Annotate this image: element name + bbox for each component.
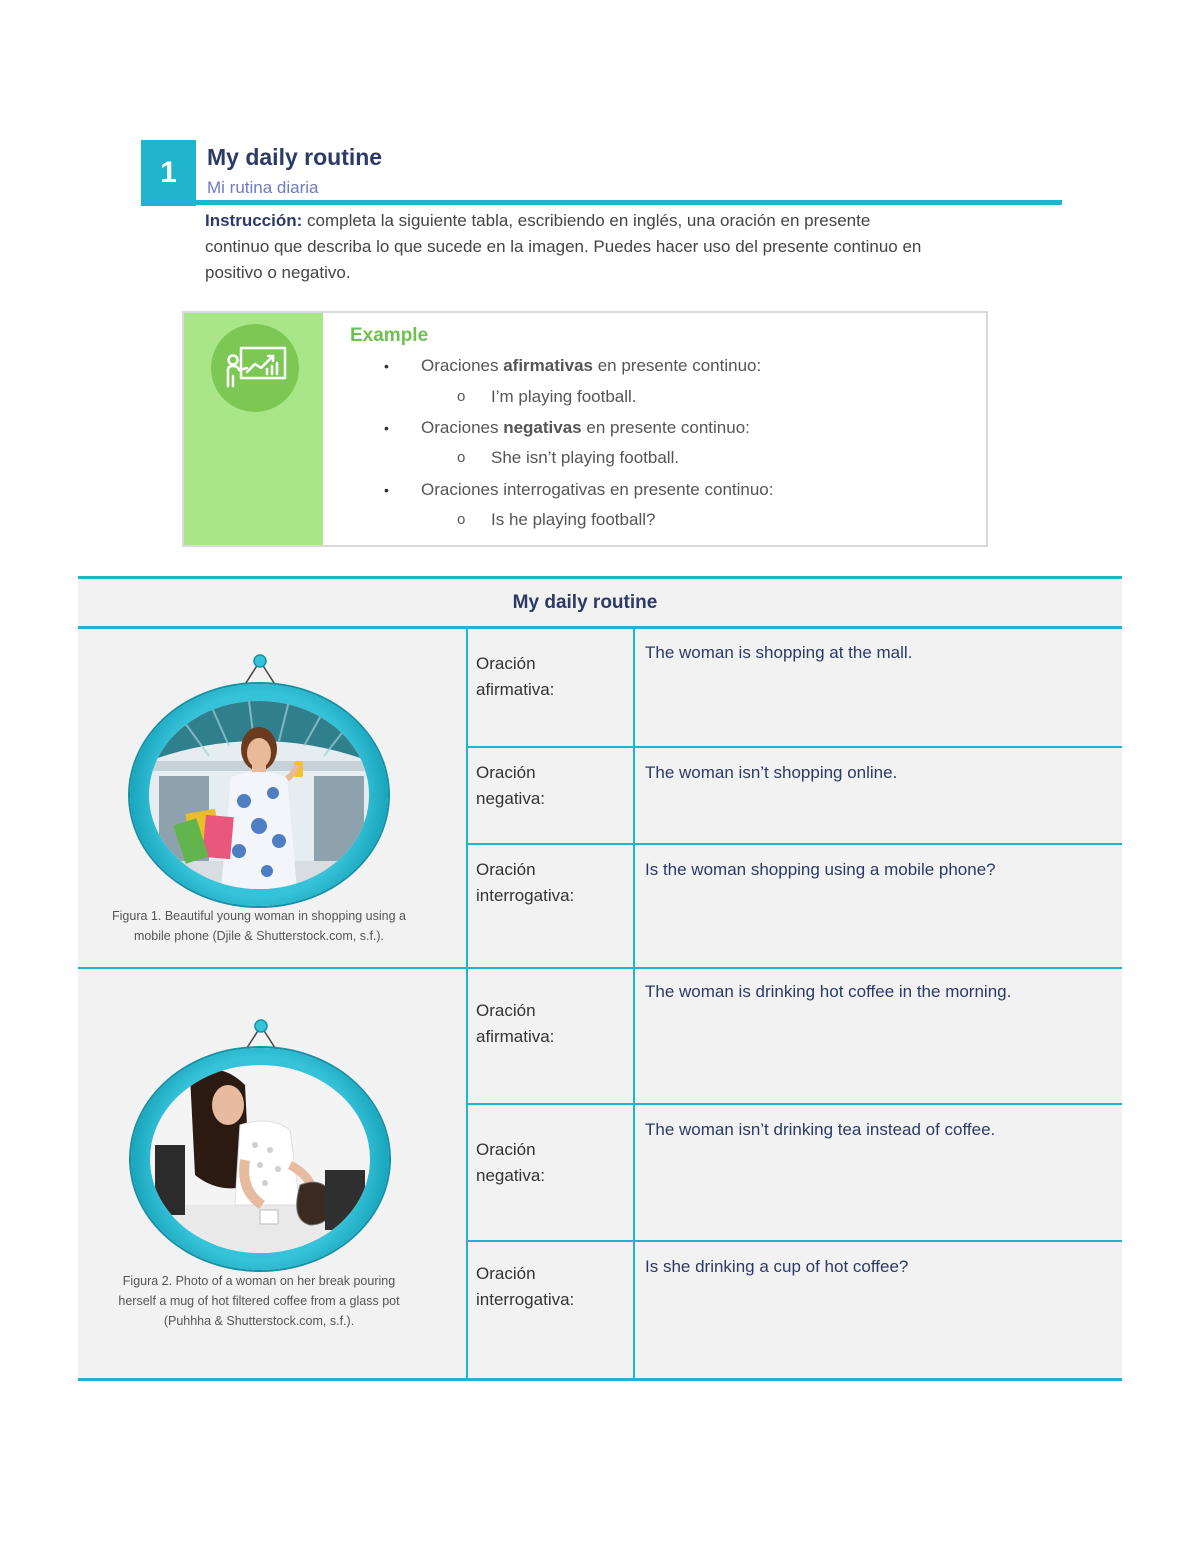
example-item-interrogative: Oraciones interrogativas en presente continuo: <box>421 480 774 499</box>
example-icon-circle <box>211 324 299 412</box>
sub-bullet: o <box>457 388 466 405</box>
title-rule <box>196 200 1062 205</box>
answer-interrogative-2: Is she drinking a cup of hot coffee? <box>645 1257 909 1276</box>
example-sub-interrogative: Is he playing football? <box>491 510 656 529</box>
table-header-rule <box>78 626 1122 629</box>
label-interrogative: Oración interrogativa: <box>476 1264 575 1309</box>
instruction-text: Instrucción: completa la siguiente tabla, escribiendo en inglés, una oración en presente continuo que describa lo que sucede en la imagen. Puedes hacer uso del presente continuo en positivo o negativo. <box>205 211 922 282</box>
label-negative: Oración negativa: <box>476 1140 545 1185</box>
sub-bullet: o <box>457 511 466 528</box>
example-item-negative: Oraciones negativas en presente continuo: <box>421 418 750 437</box>
table-title: My daily routine <box>512 592 658 613</box>
woman-pouring-coffee-photo <box>150 1065 370 1253</box>
table-divider <box>466 843 1122 845</box>
section-number: 1 <box>141 140 196 206</box>
answer-affirmative-1: The woman is shopping at the mall. <box>645 643 913 662</box>
example-heading: Example <box>350 325 429 346</box>
table-divider <box>466 1240 1122 1242</box>
answer-negative-1: The woman isn’t shopping online. <box>645 763 898 782</box>
table-divider <box>466 629 468 1380</box>
photo-frame <box>131 1048 389 1270</box>
sub-bullet: o <box>457 449 466 466</box>
label-affirmative: Oración afirmativa: <box>476 654 555 699</box>
table-top-rule <box>78 576 1122 579</box>
label-interrogative: Oración interrogativa: <box>476 860 575 905</box>
presentation-board-icon <box>211 324 299 412</box>
photo-frame <box>130 684 388 906</box>
answer-interrogative-1: Is the woman shopping using a mobile phone? <box>645 860 996 879</box>
example-sub-affirmative: I’m playing football. <box>491 387 637 406</box>
table-divider <box>633 629 635 1380</box>
frame-hanger-icon <box>240 652 280 688</box>
table-divider <box>78 967 1122 969</box>
example-sub-negative: She isn’t playing football. <box>491 448 680 467</box>
bullet: • <box>384 358 389 374</box>
label-negative: Oración negativa: <box>476 763 545 808</box>
section-subtitle: Mi rutina diaria <box>207 178 319 197</box>
figure-caption-2: Figura 2. Photo of a woman on her break pouring herself a mug of hot filtered coffee from a glass pot (Puhhha & Shutterstock.com, s.f.). <box>118 1274 400 1328</box>
table-divider <box>466 746 1122 748</box>
bullet: • <box>384 420 389 436</box>
example-item-affirmative: Oraciones afirmativas en presente continuo: <box>421 356 762 375</box>
answer-negative-2: The woman isn’t drinking tea instead of coffee. <box>645 1120 996 1139</box>
figure-caption-1: Figura 1. Beautiful young woman in shopping using a mobile phone (Djile & Shutterstock.com, s.f.). <box>112 909 406 943</box>
instruction-label: Instrucción: <box>205 211 303 230</box>
answer-affirmative-2: The woman is drinking hot coffee in the morning. <box>645 982 1012 1001</box>
table-bottom-rule <box>78 1378 1122 1381</box>
label-affirmative: Oración afirmativa: <box>476 1001 555 1046</box>
section-title: My daily routine <box>207 144 383 170</box>
woman-shopping-photo <box>149 701 369 889</box>
bullet: • <box>384 482 389 498</box>
table-divider <box>466 1103 1122 1105</box>
